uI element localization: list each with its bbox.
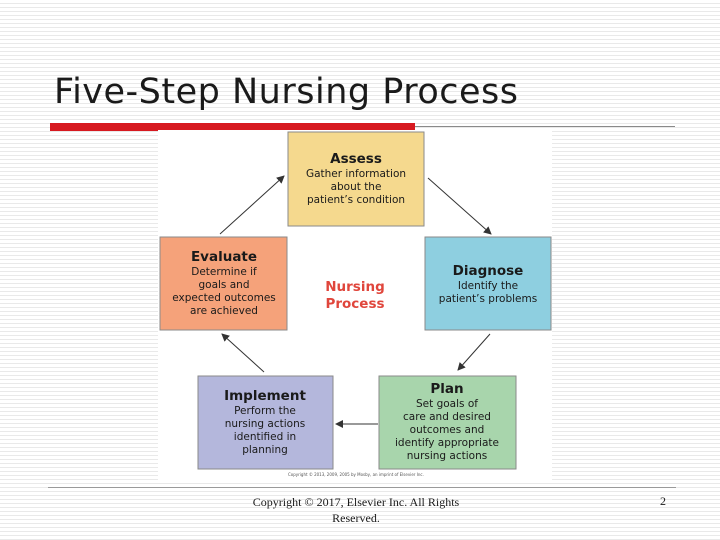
step-diagnose bbox=[425, 237, 551, 330]
step-plan-line: outcomes and bbox=[409, 424, 485, 436]
step-implement-line: nursing actions bbox=[224, 418, 306, 430]
arrow-implement-to-evaluate bbox=[222, 334, 264, 372]
step-plan-line: care and desired bbox=[403, 411, 491, 423]
arrow-diagnose-to-plan bbox=[458, 334, 490, 370]
step-diagnose-line: Identify the bbox=[457, 280, 519, 292]
page-number: 2 bbox=[660, 494, 666, 508]
step-implement bbox=[198, 376, 333, 469]
footer-rule bbox=[48, 487, 676, 488]
step-assess-line: patient’s condition bbox=[306, 194, 406, 206]
step-evaluate-line: Determine if bbox=[191, 266, 257, 278]
step-evaluate-line: goals and bbox=[198, 279, 250, 291]
title-underline-rule bbox=[415, 126, 675, 127]
step-implement-line: Perform the bbox=[234, 405, 296, 417]
step-evaluate-title: Evaluate bbox=[190, 249, 258, 265]
step-diagnose-title: Diagnose bbox=[452, 263, 524, 279]
step-plan bbox=[379, 376, 516, 469]
arrow-evaluate-to-assess bbox=[220, 176, 284, 234]
center-label-line: Nursing bbox=[325, 279, 385, 295]
step-assess-line: about the bbox=[330, 181, 382, 193]
step-evaluate bbox=[160, 237, 287, 330]
step-implement-line: planning bbox=[242, 444, 288, 456]
step-assess-line: Gather information bbox=[305, 168, 407, 180]
step-plan-line: nursing actions bbox=[406, 450, 488, 462]
figure-copyright: Copyright © 2013, 2009, 2005 by Mosby, an imprint of Elsevier Inc. bbox=[288, 472, 424, 477]
step-diagnose-line: patient’s problems bbox=[438, 293, 538, 305]
arrow-assess-to-diagnose bbox=[428, 178, 491, 234]
step-assess bbox=[288, 132, 424, 226]
step-plan-line: Set goals of bbox=[416, 398, 478, 410]
center-label-line: Process bbox=[325, 296, 385, 312]
step-plan-line: identify appropriate bbox=[395, 437, 499, 449]
step-evaluate-line: are achieved bbox=[190, 305, 258, 317]
step-implement-line: identified in bbox=[233, 431, 297, 443]
step-plan-title: Plan bbox=[430, 381, 464, 397]
step-implement-title: Implement bbox=[224, 388, 306, 404]
slide-title: Five-Step Nursing Process bbox=[54, 72, 519, 112]
footer-copyright: Copyright © 2017, Elsevier Inc. All Rights Reserved. bbox=[252, 495, 460, 525]
step-assess-title: Assess bbox=[330, 151, 382, 167]
step-evaluate-line: expected outcomes bbox=[172, 292, 276, 304]
nursing-process-diagram bbox=[158, 130, 552, 480]
